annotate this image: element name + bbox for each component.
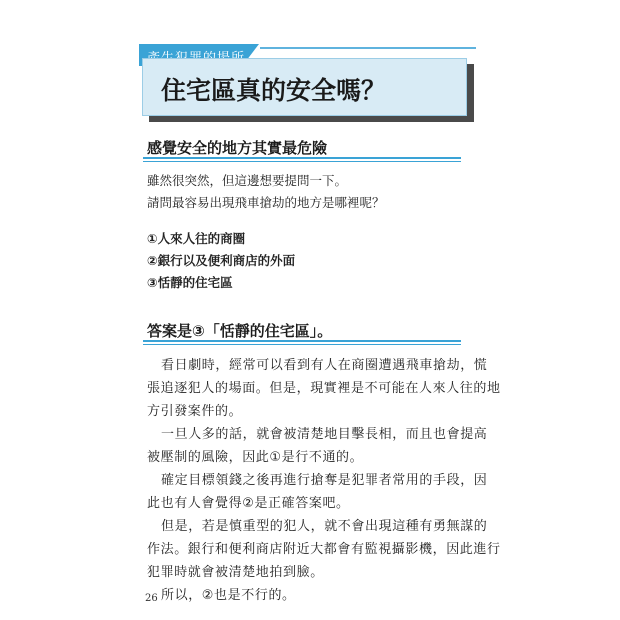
answer-heading: 答案是③「恬靜的住宅區」。 <box>147 322 333 340</box>
question-heading-rule <box>143 157 461 159</box>
body-line: 張追逐犯人的場面。但是，現實裡是不可能在人來人往的地 <box>147 381 501 396</box>
body-line: 被壓制的風險，因此①是行不通的。 <box>147 450 364 465</box>
body-line: 一旦人多的話，就會被清楚地目擊長相，而且也會提高 <box>161 427 488 442</box>
body-line: 此也有人會覺得②是正確答案吧。 <box>147 496 350 511</box>
title-box <box>142 58 467 116</box>
chapter-rule <box>260 47 476 49</box>
body-line: 所以，②也是不行的。 <box>161 588 296 603</box>
question-heading-rule-thin <box>143 161 461 162</box>
page-number: 26 <box>145 593 158 604</box>
question-heading: 感覺安全的地方其實最危險 <box>147 139 328 157</box>
body-line: 犯罪時就會被清楚地拍到臉。 <box>147 565 324 580</box>
option-item: ①人來人往的商圈 <box>147 231 246 246</box>
option-item: ③恬靜的住宅區 <box>147 275 233 290</box>
body-line: 作法。銀行和便利商店附近大都會有監視攝影機，因此進行 <box>147 542 501 557</box>
page-title: 住宅區真的安全嗎？ <box>161 76 387 105</box>
answer-heading-rule <box>143 340 461 342</box>
body-line: 但是，若是慎重型的犯人，就不會出現這種有勇無謀的 <box>161 519 488 534</box>
body-line: 確定目標領錢之後再進行搶奪是犯罪者常用的手段，因 <box>161 473 488 488</box>
body-line: 方引發案件的。 <box>147 404 243 419</box>
intro-line: 雖然很突然，但這邊想要提問一下。 <box>147 173 348 188</box>
intro-line: 請問最容易出現飛車搶劫的地方是哪裡呢？ <box>147 195 385 210</box>
body-line: 看日劇時，經常可以看到有人在商圈遭遇飛車搶劫，慌 <box>161 358 488 373</box>
option-item: ②銀行以及便利商店的外面 <box>147 253 296 268</box>
answer-heading-rule-thin <box>143 344 461 345</box>
